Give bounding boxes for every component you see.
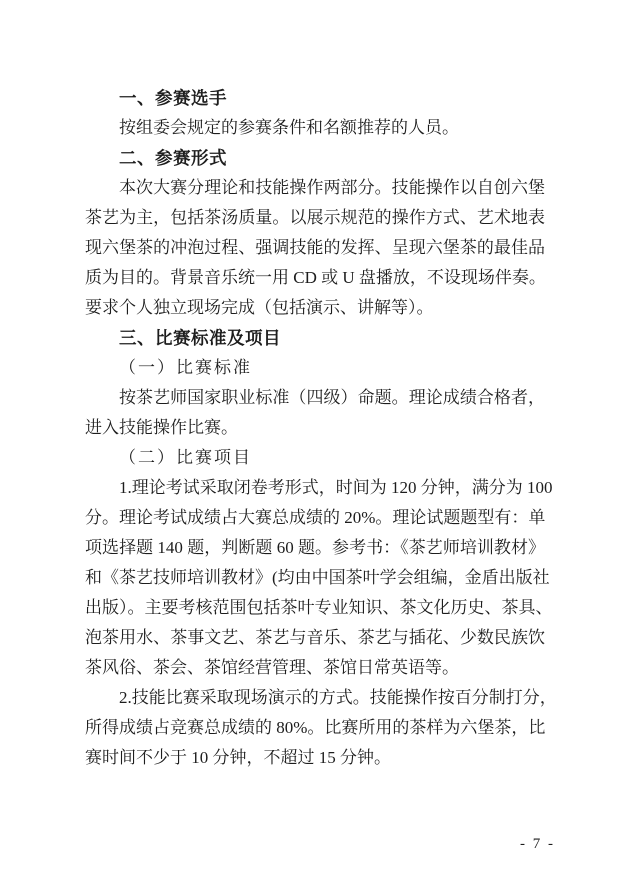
section-heading: 一、参赛选手 [119,88,227,108]
paragraph-line: 按组委会规定的参赛条件和名额推荐的人员。 [119,118,459,137]
paragraph-line: 项选择题 140 题，判断题 60 题。参考书：《茶艺师培训教材》 [85,538,545,557]
paragraph-line: 茶风俗、茶会、茶馆经营管理、茶馆日常英语等。 [85,658,459,677]
document-body [85,83,557,773]
paragraph-line: 和《茶艺技师培训教材》(均由中国茶叶学会组编，金盾出版社 [85,568,550,587]
paragraph-line: 进入技能操作比赛。 [85,418,238,437]
paragraph-line: 现六堡茶的冲泡过程、强调技能的发挥、呈现六堡茶的最佳品 [85,238,545,257]
paragraph-line: 按茶艺师国家职业标准（四级）命题。理论成绩合格者， [119,388,545,407]
paragraph-line: 本次大赛分理论和技能操作两部分。技能操作以自创六堡 [119,178,545,197]
paragraph-line: 质为目的。背景音乐统一用 CD 或 U 盘播放，不设现场伴奏。 [85,268,546,287]
paragraph-line: 赛时间不少于 10 分钟，不超过 15 分钟。 [85,748,391,767]
page-number: - 7 - [520,836,555,852]
paragraph-line: 出版）。主要考核范围包括茶叶专业知识、茶文化历史、茶具、 [85,598,553,617]
paragraph-line: 分。理论考试成绩占大赛总成绩的 20%。理论试题题型有：单 [85,508,546,527]
paragraph-line: 泡茶用水、茶事文艺、茶艺与音乐、茶艺与插花、少数民族饮 [85,628,545,647]
paragraph-line: 1.理论考试采取闭卷考形式，时间为 120 分钟，满分为 100 [119,478,553,497]
paragraph-line: 茶艺为主，包括茶汤质量。以展示规范的操作方式、艺术地表 [85,208,545,227]
paragraph-line: 2.技能比赛采取现场演示的方式。技能操作按百分制打分， [119,688,557,707]
paragraph-line: 所得成绩占竞赛总成绩的 80%。比赛所用的茶样为六堡茶，比 [85,718,546,737]
subsection-heading: （一）比赛标准 [119,358,252,377]
paragraph-line: 要求个人独立现场完成（包括演示、讲解等）。 [85,298,434,317]
section-heading: 二、参赛形式 [119,148,227,168]
section-heading: 三、比赛标准及项目 [119,328,281,348]
subsection-heading: （二）比赛项目 [119,448,252,467]
